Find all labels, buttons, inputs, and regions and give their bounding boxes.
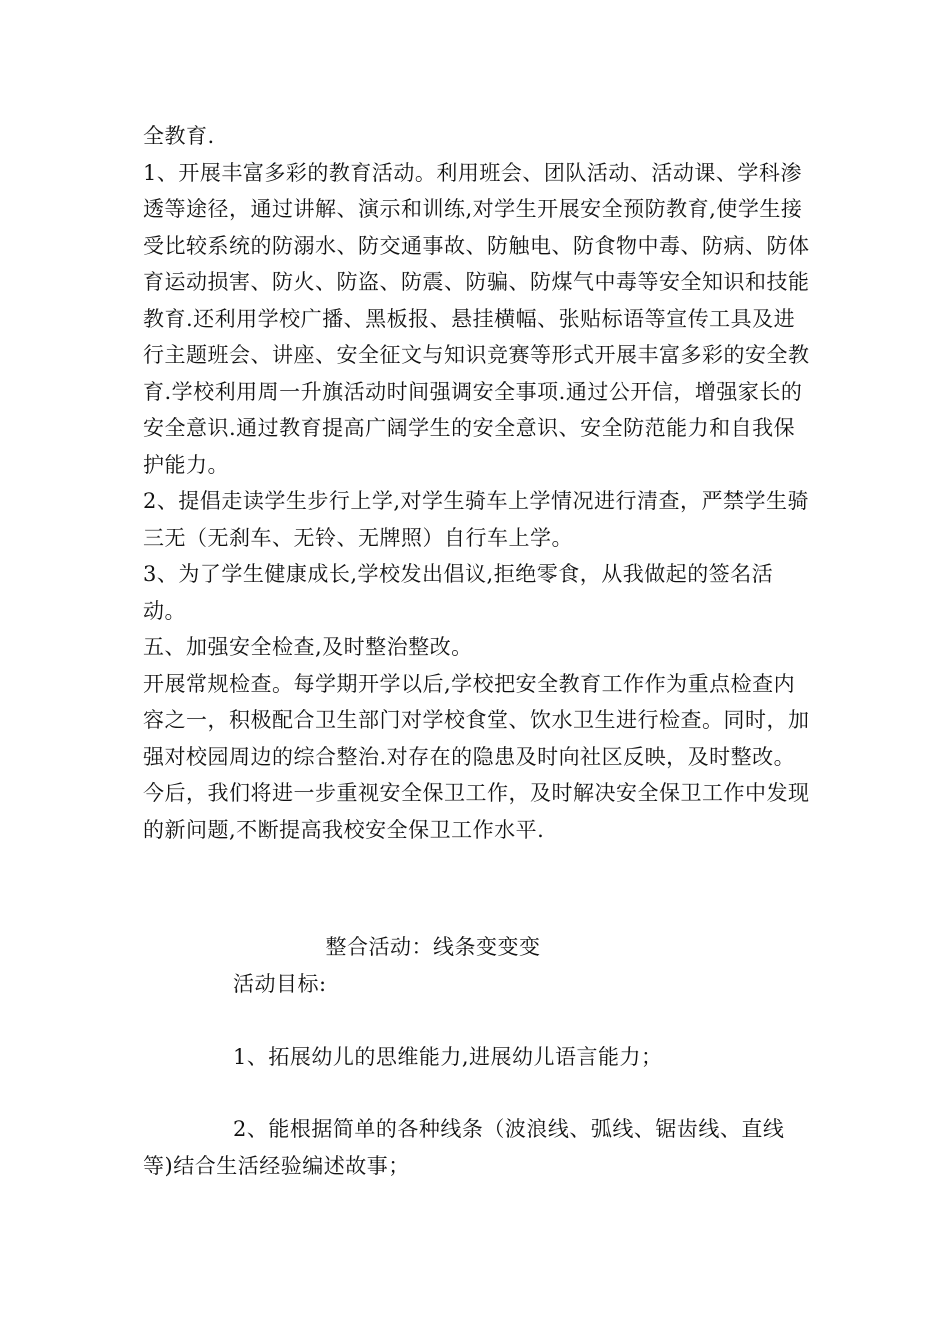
paragraph-conclusion: 今后，我们将进一步重视安全保卫工作，及时解决安全保卫工作中发现的新问题,不断提高我校安全保卫工作水平. <box>143 781 810 842</box>
paragraph-routine-check: 开展常规检查。每学期开学以后,学校把安全教育工作作为重点检查内容之一，积极配合卫生部门对学校食堂、饮水卫生进行检查。同时，加强对校园周边的综合整治.对存在的隐患及时向社区反映，及时整改。 <box>143 671 810 769</box>
paragraph-continuation: 全教育. <box>143 124 215 148</box>
section-heading-five: 五、加强安全检查,及时整治整改。 <box>143 635 473 659</box>
activity-goals-label: 活动目标: <box>233 972 327 996</box>
paragraph-item-1: 1、开展丰富多彩的教育活动。利用班会、团队活动、活动课、学科渗透等途径，通过讲解、演示和训练,对学生开展安全预防教育,使学生接受比较系统的防溺水、防交通事故、防触电、防食物中毒、防病、防体育运动损害、防火、防盗、防震、防骗、防煤气中毒等安全知识和技能教育.还利用学校广播、黑板报、悬挂横幅、张贴标语等宣传工具及进行主题班会、讲座、安全征文与知识竞赛等形式开展丰富多彩的安全教育.学校利用周一升旗活动时间强调安全事项.通过公开信，增强家长的安全意识.通过教育提高广阔学生的安全意识、安全防范能力和自我保护能力。 <box>143 160 810 477</box>
paragraph-item-2: 2、提倡走读学生步行上学,对学生骑车上学情况进行清查，严禁学生骑三无（无刹车、无铃、无牌照）自行车上学。 <box>143 489 810 550</box>
paragraph-item-3: 3、为了学生健康成长,学校发出倡议,拒绝零食，从我做起的签名活动。 <box>143 562 774 623</box>
activity-goal-1: 1、拓展幼儿的思维能力,进展幼儿语言能力； <box>233 1045 663 1069</box>
body-text <box>143 118 811 848</box>
activity-goal-2: 2、能根据简单的各种线条（波浪线、弧线、锯齿线、直线等)结合生活经验编述故事； <box>143 1117 785 1178</box>
activity-title: 整合活动：线条变变变 <box>325 935 541 959</box>
